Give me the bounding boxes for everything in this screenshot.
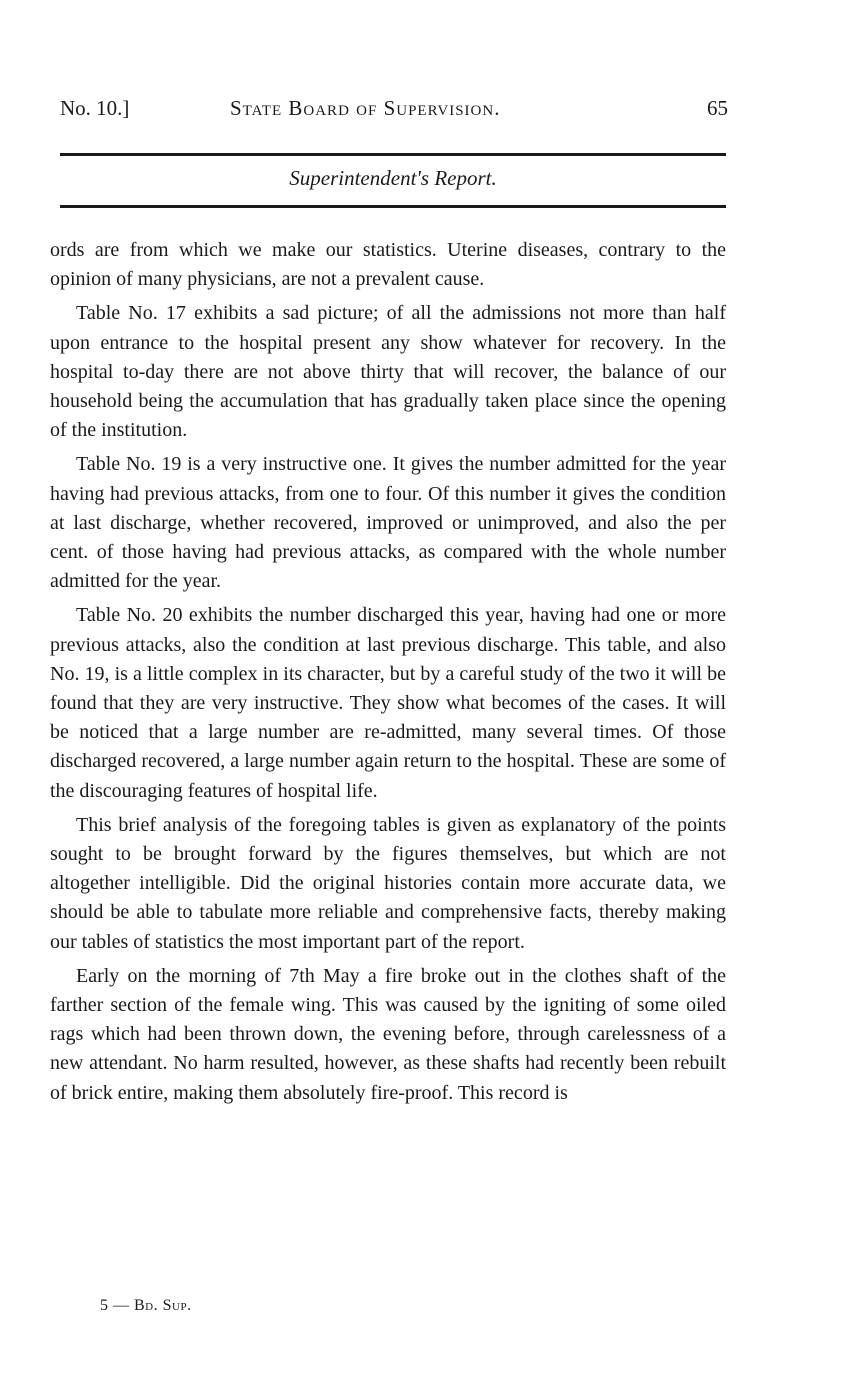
running-title: State Board of Supervision. <box>230 96 501 120</box>
page-number: 65 <box>707 96 728 120</box>
top-rule <box>60 153 726 156</box>
paragraph: Table No. 19 is a very instructive one. It gives the number admitted for the year having had previous attacks, from one to four. Of this number it gives the condition at last discharge, whether recovered, improved or unimproved, and also the per cent. of those having had previous attacks, as compared with the whole number admitted for the year. <box>50 453 726 593</box>
document-number: No. 10.] <box>60 96 130 120</box>
signature-mark: 5 — Bd. Sup. <box>100 1297 192 1314</box>
paragraph: This brief analysis of the foregoing tables is given as explanatory of the points sought to be brought forward by the figures themselves, but which are not altogether intelligible. Did the original histories contain more accurate data, we should be able to tabulate more reliable and comprehensive facts, thereby making our tables of statistics the most important part of the report. <box>50 813 726 953</box>
paragraph: Table No. 17 exhibits a sad picture; of all the admissions not more than half upon entrance to the hospital present any show whatever for recovery. In the hospital to-day there are not above thirty that will recover, the balance of our household being the accumulation that has gradually taken place since the opening of the institution. <box>50 302 726 442</box>
running-head <box>60 96 728 130</box>
paragraph: ords are from which we make our statistics. Uterine diseases, contrary to the opinion of many physicians, are not a prevalent cause. <box>50 239 726 291</box>
paragraph: Table No. 20 exhibits the number discharged this year, having had one or more previous attacks, also the condition at last previous discharge. This table, and also No. 19, is a little complex in its character, but by a careful study of the two it will be found that they are very instructive. They show what becomes of the cases. It will be noticed that a large number are re-admitted, many several times. Of those discharged recovered, a large number again return to the hospital. These are some of the discouraging features of hospital life. <box>50 604 726 802</box>
body-text <box>50 236 726 1113</box>
paragraph: Early on the morning of 7th May a fire broke out in the clothes shaft of the farther section of the female wing. This was caused by the igniting of some oiled rags which had been thrown down, the evening before, through carelessness of a new attendant. No harm resulted, however, as these shafts had recently been rebuilt of brick entire, making them absolutely fire-proof. This record is <box>50 964 726 1104</box>
section-subheading: Superintendent's Report. <box>289 166 497 190</box>
bottom-rule <box>60 205 726 208</box>
